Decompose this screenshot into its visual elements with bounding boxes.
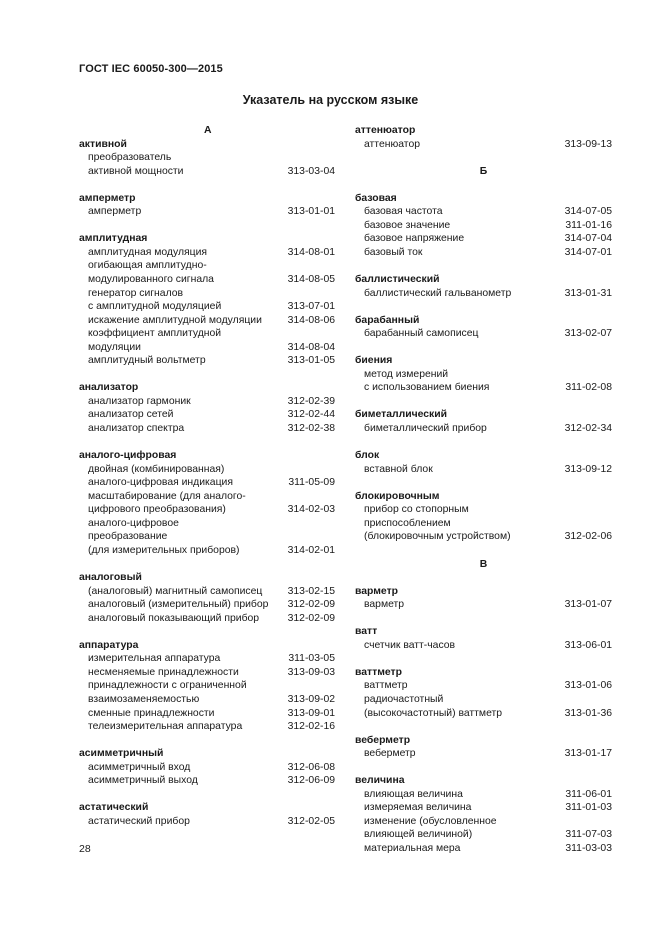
spacer xyxy=(355,395,612,409)
entry-code: 313-02-15 xyxy=(287,585,335,597)
spacer xyxy=(79,436,335,450)
entry-term: вставной блок xyxy=(364,463,433,475)
entry-code: 313-06-01 xyxy=(564,639,612,651)
entry-code: 312-02-09 xyxy=(287,599,335,611)
spacer xyxy=(355,612,612,626)
entry-term: модулированного сигнала xyxy=(88,274,214,286)
entry-code: 313-07-01 xyxy=(287,301,335,313)
index-entry xyxy=(355,679,612,693)
entry-code: 312-02-16 xyxy=(287,721,335,733)
index-entry xyxy=(355,381,612,395)
index-entry xyxy=(79,666,335,680)
index-heading: величина xyxy=(355,775,405,787)
index-entry xyxy=(355,598,612,612)
index-heading: активной xyxy=(79,138,127,150)
entry-term: анализатор спектра xyxy=(88,423,185,435)
entry-code: 313-09-13 xyxy=(564,138,612,150)
entry-code: 313-09-03 xyxy=(287,666,335,678)
index-heading: блок xyxy=(355,450,380,462)
entry-code: 314-08-01 xyxy=(287,246,335,258)
entry-term: влияющая величина xyxy=(364,788,463,800)
entry-code: 312-02-38 xyxy=(287,423,335,435)
entry-code: 314-02-03 xyxy=(287,504,335,516)
index-entry xyxy=(79,503,335,517)
index-heading: астатический xyxy=(79,802,149,814)
index-letter: А xyxy=(204,125,212,136)
index-heading: ватт xyxy=(355,626,378,638)
entry-code: 314-08-06 xyxy=(287,314,335,326)
index-entry xyxy=(355,828,612,842)
index-entry xyxy=(79,300,335,314)
entry-term: огибающая амплитудно- xyxy=(88,260,207,272)
entry-code: 313-09-02 xyxy=(287,693,335,705)
index-heading: аттенюатор xyxy=(355,125,416,136)
entry-code: 313-01-17 xyxy=(564,748,612,760)
index-entry xyxy=(355,639,612,653)
index-entry xyxy=(79,314,335,328)
index-entry xyxy=(79,476,335,490)
index-entry xyxy=(79,585,335,599)
index-heading: аппаратура xyxy=(79,639,139,651)
spacer xyxy=(79,368,335,382)
index-heading: блокировочным xyxy=(355,490,440,502)
index-entry xyxy=(79,530,335,544)
index-column-right xyxy=(355,124,612,856)
spacer xyxy=(355,476,612,490)
entry-term: биметаллический прибор xyxy=(364,423,487,435)
entry-code: 312-02-05 xyxy=(287,815,335,827)
spacer xyxy=(355,300,612,314)
entry-code: 313-03-04 xyxy=(287,165,335,177)
index-entry xyxy=(355,530,612,544)
index-heading: биения xyxy=(355,355,393,367)
entry-code: 314-08-05 xyxy=(287,274,335,286)
index-entry xyxy=(355,232,612,246)
entry-term: цифрового преобразования) xyxy=(88,504,226,516)
entry-code: 311-06-01 xyxy=(565,788,612,800)
entry-code: 311-03-03 xyxy=(565,842,612,854)
index-entry xyxy=(79,287,335,301)
entry-code: 311-01-16 xyxy=(565,219,612,231)
entry-term: принадлежности с ограниченной xyxy=(88,680,247,692)
index-entry xyxy=(355,707,612,721)
spacer xyxy=(355,341,612,355)
entry-term: аттенюатор xyxy=(364,138,421,150)
entry-code: 312-02-39 xyxy=(287,395,335,407)
entry-code: 311-02-08 xyxy=(565,382,612,394)
entry-term: измерительная аппаратура xyxy=(88,653,221,665)
spacer xyxy=(355,571,612,585)
entry-code: 313-01-31 xyxy=(564,287,612,299)
index-entry xyxy=(355,219,612,233)
entry-term: амперметр xyxy=(88,206,142,218)
index-entry xyxy=(79,354,335,368)
index-entry xyxy=(355,287,612,301)
index-entry xyxy=(79,612,335,626)
spacer xyxy=(79,625,335,639)
index-entry xyxy=(79,693,335,707)
entry-term: несменяемые принадлежности xyxy=(88,666,239,678)
entry-code: 312-02-09 xyxy=(287,612,335,624)
entry-code: 311-07-03 xyxy=(565,829,612,841)
entry-term: телеизмерительная аппаратура xyxy=(88,721,243,733)
entry-code: 312-02-44 xyxy=(287,409,335,421)
index-entry xyxy=(79,490,335,504)
spacer xyxy=(355,151,612,165)
spacer xyxy=(355,720,612,734)
entry-term: генератор сигналов xyxy=(88,287,184,299)
index-heading: амплитудная xyxy=(79,233,148,245)
entry-term: веберметр xyxy=(364,748,416,760)
entry-term: преобразователь xyxy=(88,152,172,164)
entry-term: материальная мера xyxy=(364,842,461,854)
index-column-left xyxy=(79,124,335,828)
entry-term: аналого-цифровое xyxy=(88,517,179,529)
spacer xyxy=(79,734,335,748)
index-heading: биметаллический xyxy=(355,409,448,421)
index-entry xyxy=(79,422,335,436)
spacer xyxy=(355,761,612,775)
entry-code: 312-06-08 xyxy=(287,761,335,773)
entry-term: базовое напряжение xyxy=(364,233,465,245)
index-heading: базовая xyxy=(355,192,397,204)
spacer xyxy=(79,219,335,233)
entry-code: 314-07-05 xyxy=(564,206,612,218)
entry-code: 312-02-34 xyxy=(564,423,612,435)
index-entry xyxy=(355,801,612,815)
page-number: 28 xyxy=(79,843,91,855)
index-entry xyxy=(79,327,335,341)
index-entry xyxy=(355,422,612,436)
index-entry xyxy=(79,246,335,260)
index-entry xyxy=(79,273,335,287)
entry-term: коэффициент амплитудной xyxy=(88,328,222,340)
index-entry xyxy=(79,395,335,409)
document-header: ГОСТ IEC 60050-300—2015 xyxy=(79,63,223,75)
entry-term: амплитудная модуляция xyxy=(88,246,208,258)
spacer xyxy=(355,259,612,273)
index-entry xyxy=(355,503,612,517)
index-heading: асимметричный xyxy=(79,748,164,760)
entry-code: 312-02-06 xyxy=(564,531,612,543)
index-entry xyxy=(79,761,335,775)
entry-code: 314-07-01 xyxy=(564,246,612,258)
index-entry xyxy=(79,815,335,829)
entry-term: (высокочастотный) ваттметр xyxy=(364,707,503,719)
entry-term: анализатор сетей xyxy=(88,409,174,421)
entry-code: 314-02-01 xyxy=(287,544,335,556)
entry-term: баллистический гальванометр xyxy=(364,287,512,299)
entry-term: (аналоговый) магнитный самописец xyxy=(88,585,263,597)
entry-code: 311-05-09 xyxy=(288,477,335,489)
entry-code: 312-06-09 xyxy=(287,775,335,787)
index-letter: Б xyxy=(479,165,488,177)
index-entry xyxy=(355,517,612,531)
entry-term: счетчик ватт-часов xyxy=(364,639,456,651)
entry-code: 314-08-04 xyxy=(287,341,335,353)
index-entry xyxy=(79,652,335,666)
entry-term: метод измерений xyxy=(364,368,449,380)
entry-term: с использованием биения xyxy=(364,382,490,394)
entry-term: (блокировочным устройством) xyxy=(364,531,511,543)
index-entry xyxy=(355,246,612,260)
index-entry xyxy=(355,205,612,219)
index-entry xyxy=(355,815,612,829)
index-heading: анализатор xyxy=(79,382,139,394)
spacer xyxy=(355,178,612,192)
index-entry xyxy=(79,165,335,179)
index-entry xyxy=(79,463,335,477)
entry-code: 313-09-12 xyxy=(564,463,612,475)
entry-term: взаимозаменяемостью xyxy=(88,693,200,705)
entry-term: (для измерительных приборов) xyxy=(88,544,240,556)
entry-term: изменение (обусловленное xyxy=(364,815,497,827)
entry-term: искажение амплитудной модуляции xyxy=(88,314,262,326)
index-entry xyxy=(79,517,335,531)
index-heading: варметр xyxy=(355,585,399,597)
entry-term: амплитудный вольтметр xyxy=(88,355,206,367)
entry-term: влияющей величиной) xyxy=(364,829,473,841)
index-entry xyxy=(79,341,335,355)
index-heading: аналого-цифровая xyxy=(79,450,177,462)
entry-code: 313-09-01 xyxy=(287,707,335,719)
entry-code: 314-07-04 xyxy=(564,233,612,245)
index-heading: ваттметр xyxy=(355,666,402,678)
entry-term: приспособлением xyxy=(364,517,451,529)
spacer xyxy=(79,788,335,802)
entry-term: масштабирование (для аналого- xyxy=(88,490,246,502)
entry-term: измеряемая величина xyxy=(364,802,472,814)
index-heading: амперметр xyxy=(79,192,136,204)
spacer xyxy=(79,178,335,192)
entry-term: анализатор гармоник xyxy=(88,395,191,407)
spacer xyxy=(355,544,612,558)
index-entry xyxy=(79,544,335,558)
index-title: Указатель на русском языке xyxy=(242,93,419,107)
entry-code: 311-03-05 xyxy=(288,653,335,665)
index-entry xyxy=(355,327,612,341)
entry-term: преобразование xyxy=(88,531,168,543)
index-heading: аналоговый xyxy=(79,572,142,584)
entry-term: модуляции xyxy=(88,341,141,353)
entry-code: 313-01-36 xyxy=(564,707,612,719)
entry-term: базовое значение xyxy=(364,219,451,231)
index-entry xyxy=(355,368,612,382)
entry-code: 313-01-06 xyxy=(564,680,612,692)
index-entry xyxy=(355,138,612,152)
entry-code: 313-01-01 xyxy=(287,206,335,218)
entry-term: асимметричный вход xyxy=(88,761,191,773)
entry-term: асимметричный выход xyxy=(88,775,198,787)
entry-term: барабанный самописец xyxy=(364,328,479,340)
spacer xyxy=(355,436,612,450)
entry-term: активной мощности xyxy=(88,165,184,177)
index-heading: веберметр xyxy=(355,734,411,746)
entry-code: 313-01-07 xyxy=(564,599,612,611)
entry-code: 313-01-05 xyxy=(287,355,335,367)
index-entry xyxy=(79,774,335,788)
index-entry xyxy=(79,408,335,422)
index-entry xyxy=(79,259,335,273)
index-entry xyxy=(355,788,612,802)
index-entry xyxy=(79,707,335,721)
index-heading: баллистический xyxy=(355,274,440,286)
entry-term: аналоговый показывающий прибор xyxy=(88,612,260,624)
entry-term: радиочастотный xyxy=(364,693,444,705)
index-entry xyxy=(355,693,612,707)
entry-term: базовый ток xyxy=(364,246,423,258)
index-entry xyxy=(355,842,612,856)
index-entry xyxy=(79,598,335,612)
index-entry xyxy=(355,463,612,477)
index-entry xyxy=(79,151,335,165)
entry-code: 311-01-03 xyxy=(565,802,612,814)
index-entry xyxy=(355,747,612,761)
entry-term: варметр xyxy=(364,599,405,611)
entry-term: сменные принадлежности xyxy=(88,707,215,719)
index-entry xyxy=(79,205,335,219)
index-entry xyxy=(79,679,335,693)
entry-term: астатический прибор xyxy=(88,815,190,827)
entry-term: аналого-цифровая индикация xyxy=(88,477,233,489)
spacer xyxy=(355,652,612,666)
index-heading: барабанный xyxy=(355,314,420,326)
index-entry xyxy=(79,720,335,734)
spacer xyxy=(79,558,335,572)
entry-term: ваттметр xyxy=(364,680,408,692)
index-letter: В xyxy=(479,558,488,570)
entry-term: прибор со стопорным xyxy=(364,504,469,516)
entry-term: аналоговый (измерительный) прибор xyxy=(88,599,269,611)
entry-term: с амплитудной модуляцией xyxy=(88,301,222,313)
entry-term: базовая частота xyxy=(364,206,443,218)
entry-code: 313-02-07 xyxy=(564,328,612,340)
entry-term: двойная (комбинированная) xyxy=(88,463,225,475)
